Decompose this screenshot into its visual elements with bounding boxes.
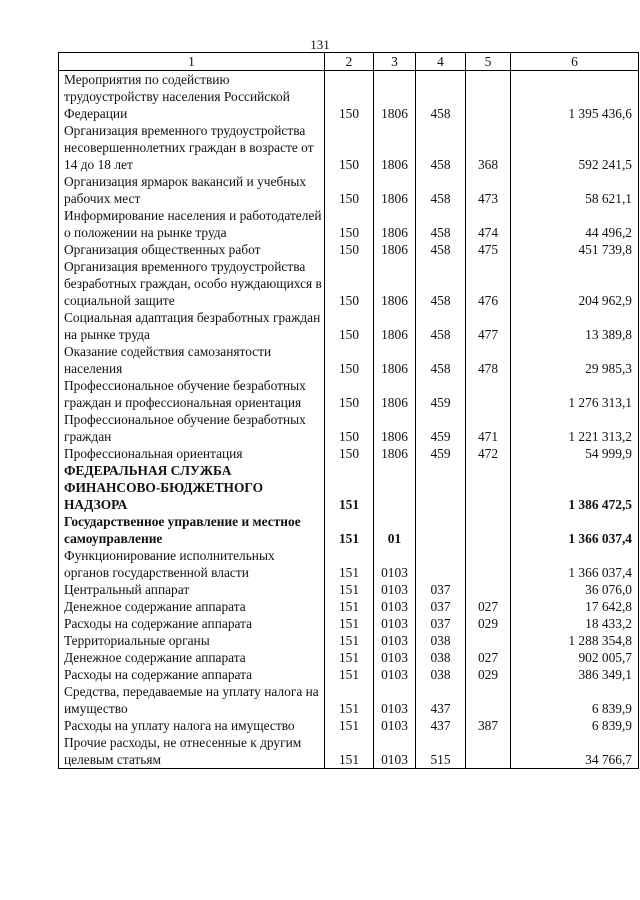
row-name: Профессиональное обучение безработных граждан	[59, 411, 325, 445]
row-col-2: 150	[325, 309, 374, 343]
row-col-2: 151	[325, 649, 374, 666]
table-row	[59, 666, 639, 683]
row-col-4: 458	[416, 309, 466, 343]
row-col-4: 038	[416, 649, 466, 666]
row-name: Организация ярмарок вакансий и учебных рабочих мест	[59, 173, 325, 207]
column-header-3: 3	[374, 53, 416, 71]
row-col-3: 1806	[374, 445, 416, 462]
row-col-5	[466, 377, 511, 411]
row-name: Профессиональная ориентация	[59, 445, 325, 462]
row-col-3: 1806	[374, 377, 416, 411]
row-col-5: 475	[466, 241, 511, 258]
table-body	[59, 71, 639, 769]
row-col-3: 0103	[374, 734, 416, 769]
row-name: ФЕДЕРАЛЬНАЯ СЛУЖБА ФИНАНСОВО-БЮДЖЕТНОГО НАДЗОРА	[59, 462, 325, 513]
row-col-3: 1806	[374, 122, 416, 173]
row-name: Расходы на содержание аппарата	[59, 615, 325, 632]
row-name: Государственное управление и местное самоуправление	[59, 513, 325, 547]
row-col-5	[466, 462, 511, 513]
table-row	[59, 173, 639, 207]
table-row	[59, 377, 639, 411]
row-amount: 1 221 313,2	[511, 411, 639, 445]
table-row	[59, 462, 639, 513]
row-amount: 44 496,2	[511, 207, 639, 241]
table-row	[59, 445, 639, 462]
row-name: Информирование населения и работодателей о положении на рынке труда	[59, 207, 325, 241]
row-amount: 1 386 472,5	[511, 462, 639, 513]
row-amount: 386 349,1	[511, 666, 639, 683]
row-col-2: 151	[325, 598, 374, 615]
row-col-5: 029	[466, 615, 511, 632]
row-col-3: 0103	[374, 649, 416, 666]
row-amount: 17 642,8	[511, 598, 639, 615]
row-col-5: 471	[466, 411, 511, 445]
row-col-2: 151	[325, 683, 374, 717]
table-row	[59, 411, 639, 445]
column-number-row	[59, 53, 639, 71]
row-col-3: 0103	[374, 615, 416, 632]
row-col-4: 515	[416, 734, 466, 769]
table-row	[59, 71, 639, 123]
row-name: Оказание содействия самозанятости населения	[59, 343, 325, 377]
row-col-3: 01	[374, 513, 416, 547]
table-row	[59, 343, 639, 377]
row-col-4: 458	[416, 207, 466, 241]
table-row	[59, 309, 639, 343]
row-amount: 58 621,1	[511, 173, 639, 207]
column-header-5: 5	[466, 53, 511, 71]
table-row	[59, 547, 639, 581]
row-name: Средства, передаваемые на уплату налога на имущество	[59, 683, 325, 717]
column-header-2: 2	[325, 53, 374, 71]
row-col-2: 151	[325, 547, 374, 581]
row-amount: 6 839,9	[511, 683, 639, 717]
row-col-3: 0103	[374, 632, 416, 649]
row-col-2: 151	[325, 581, 374, 598]
row-col-4: 458	[416, 71, 466, 123]
row-name: Прочие расходы, не отнесенные к другим целевым статьям	[59, 734, 325, 769]
row-col-3: 1806	[374, 71, 416, 123]
row-col-2: 150	[325, 411, 374, 445]
row-col-2: 151	[325, 632, 374, 649]
row-col-5: 027	[466, 649, 511, 666]
row-col-5: 474	[466, 207, 511, 241]
row-col-3: 0103	[374, 717, 416, 734]
row-amount: 592 241,5	[511, 122, 639, 173]
table-row	[59, 649, 639, 666]
row-col-4: 037	[416, 598, 466, 615]
table-row	[59, 598, 639, 615]
row-col-3: 0103	[374, 581, 416, 598]
row-col-2: 150	[325, 173, 374, 207]
row-name: Расходы на уплату налога на имущество	[59, 717, 325, 734]
row-col-3: 0103	[374, 666, 416, 683]
table-row	[59, 122, 639, 173]
row-amount: 1 366 037,4	[511, 513, 639, 547]
table-row	[59, 615, 639, 632]
table-row	[59, 258, 639, 309]
row-col-5: 476	[466, 258, 511, 309]
table-row	[59, 734, 639, 769]
row-col-5: 473	[466, 173, 511, 207]
row-amount: 54 999,9	[511, 445, 639, 462]
row-amount: 902 005,7	[511, 649, 639, 666]
row-name: Денежное содержание аппарата	[59, 649, 325, 666]
table-row	[59, 632, 639, 649]
row-name: Функционирование исполнительных органов государственной власти	[59, 547, 325, 581]
budget-table	[58, 52, 639, 769]
row-col-2: 150	[325, 241, 374, 258]
row-amount: 18 433,2	[511, 615, 639, 632]
row-col-3: 1806	[374, 207, 416, 241]
row-col-5: 472	[466, 445, 511, 462]
table-row	[59, 241, 639, 258]
table-row	[59, 717, 639, 734]
row-col-5	[466, 734, 511, 769]
table-row	[59, 513, 639, 547]
row-col-5	[466, 547, 511, 581]
row-col-3: 0103	[374, 598, 416, 615]
row-col-5	[466, 71, 511, 123]
row-col-4: 037	[416, 581, 466, 598]
row-name: Социальная адаптация безработных граждан на рынке труда	[59, 309, 325, 343]
row-col-5: 478	[466, 343, 511, 377]
row-col-4: 437	[416, 717, 466, 734]
table-row	[59, 683, 639, 717]
row-col-3: 0103	[374, 547, 416, 581]
row-amount: 1 395 436,6	[511, 71, 639, 123]
row-col-2: 151	[325, 462, 374, 513]
row-col-4: 458	[416, 173, 466, 207]
row-col-4	[416, 513, 466, 547]
column-header-4: 4	[416, 53, 466, 71]
row-amount: 34 766,7	[511, 734, 639, 769]
table-row	[59, 581, 639, 598]
row-col-2: 150	[325, 258, 374, 309]
row-col-4: 459	[416, 411, 466, 445]
row-col-5: 387	[466, 717, 511, 734]
row-col-3: 1806	[374, 258, 416, 309]
row-col-4: 458	[416, 343, 466, 377]
row-name: Организация временного трудоустройства безработных граждан, особо нуждающихся в социальной защите	[59, 258, 325, 309]
row-col-2: 150	[325, 343, 374, 377]
row-amount: 1 276 313,1	[511, 377, 639, 411]
row-amount: 1 288 354,8	[511, 632, 639, 649]
row-amount: 204 962,9	[511, 258, 639, 309]
row-amount: 36 076,0	[511, 581, 639, 598]
row-col-5: 477	[466, 309, 511, 343]
row-amount: 13 389,8	[511, 309, 639, 343]
row-col-4: 037	[416, 615, 466, 632]
row-col-2: 151	[325, 734, 374, 769]
row-name: Денежное содержание аппарата	[59, 598, 325, 615]
row-col-2: 150	[325, 71, 374, 123]
row-name: Расходы на содержание аппарата	[59, 666, 325, 683]
row-col-2: 151	[325, 513, 374, 547]
row-col-2: 150	[325, 122, 374, 173]
row-col-2: 151	[325, 666, 374, 683]
row-col-4: 459	[416, 445, 466, 462]
row-amount: 29 985,3	[511, 343, 639, 377]
row-col-3: 0103	[374, 683, 416, 717]
row-col-5: 029	[466, 666, 511, 683]
row-col-5	[466, 683, 511, 717]
row-name: Организация общественных работ	[59, 241, 325, 258]
row-name: Территориальные органы	[59, 632, 325, 649]
page-number: 131	[310, 37, 330, 52]
row-col-3: 1806	[374, 411, 416, 445]
row-col-3: 1806	[374, 173, 416, 207]
row-amount: 451 739,8	[511, 241, 639, 258]
row-col-4	[416, 462, 466, 513]
row-col-3: 1806	[374, 309, 416, 343]
row-col-4: 437	[416, 683, 466, 717]
row-col-3: 1806	[374, 343, 416, 377]
row-amount: 1 366 037,4	[511, 547, 639, 581]
row-col-4: 459	[416, 377, 466, 411]
row-col-5	[466, 632, 511, 649]
row-amount: 6 839,9	[511, 717, 639, 734]
row-col-2: 151	[325, 615, 374, 632]
row-name: Центральный аппарат	[59, 581, 325, 598]
row-col-2: 150	[325, 445, 374, 462]
row-col-2: 150	[325, 207, 374, 241]
row-col-4: 458	[416, 241, 466, 258]
row-col-4: 038	[416, 632, 466, 649]
row-col-3: 1806	[374, 241, 416, 258]
row-name: Организация временного трудоустройства несовершеннолетних граждан в возрасте от 14 до 18 лет	[59, 122, 325, 173]
row-col-5: 027	[466, 598, 511, 615]
row-col-3	[374, 462, 416, 513]
column-header-6: 6	[511, 53, 639, 71]
column-header-1: 1	[59, 53, 325, 71]
row-col-4: 458	[416, 258, 466, 309]
row-col-4: 038	[416, 666, 466, 683]
row-col-2: 150	[325, 377, 374, 411]
row-col-5: 368	[466, 122, 511, 173]
row-col-4: 458	[416, 122, 466, 173]
table-row	[59, 207, 639, 241]
row-col-4	[416, 547, 466, 581]
row-name: Мероприятия по содействию трудоустройству населения Российской Федерации	[59, 71, 325, 123]
row-col-5	[466, 581, 511, 598]
row-col-2: 151	[325, 717, 374, 734]
row-name: Профессиональное обучение безработных граждан и профессиональная ориентация	[59, 377, 325, 411]
row-col-5	[466, 513, 511, 547]
